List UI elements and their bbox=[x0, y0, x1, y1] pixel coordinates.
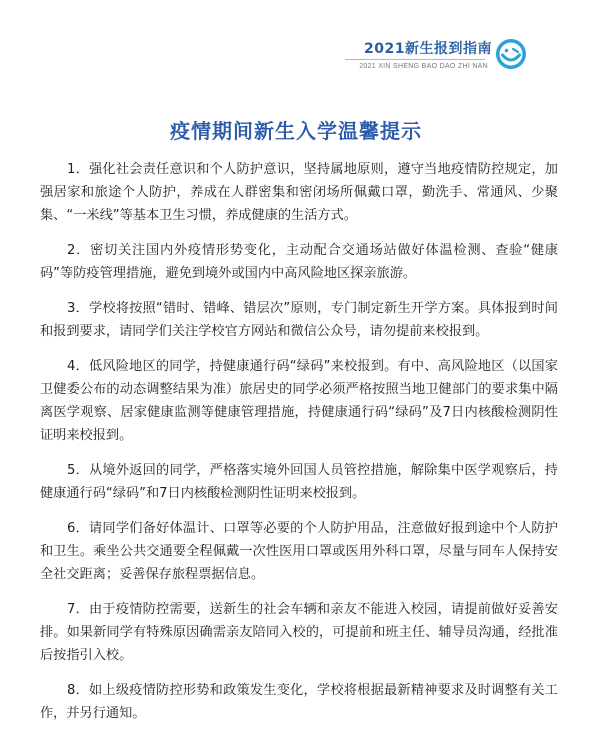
paragraph-2: 2．密切关注国内外疫情形势变化，主动配合交通场站做好体温检测、查验“健康码”等防疫管理措施，避免到境外或国内中高风险地区探亲旅游。 bbox=[40, 243, 558, 281]
brand-title: 2021新生报到指南 bbox=[364, 41, 492, 57]
paragraph-3: 3．学校将按照“错时、错峰、错层次”原则，专门制定新生开学方案。具体报到时间和报到要求，请同学们关注学校官方网站和微信公众号，请勿提前来校报到。 bbox=[40, 301, 558, 339]
paragraph-4: 4．低风险地区的同学，持健康通行码“绿码”来校报到。有中、高风险地区（以国家卫健委公布的动态调整结果为准）旅居史的同学必须严格按照当地卫健部门的要求集中隔离医学观察、居家健康监测等健康管理措施，持健康通行码“绿码”及7日内核酸检测阴性证明来校报到。 bbox=[40, 359, 558, 443]
paragraph-7: 7．由于疫情防控需要，送新生的社会车辆和亲友不能进入校园，请提前做好妥善安排。如果新同学有特殊原因确需亲友陪同入校的，可提前和班主任、辅导员沟通，经批准后按指引入校。 bbox=[40, 602, 558, 663]
page-header bbox=[0, 0, 592, 90]
document-body bbox=[40, 158, 558, 737]
brand-subtitle: 2021 XIN SHENG BAO DAO ZHI NAN bbox=[359, 63, 488, 70]
paragraph-8: 8．如上级疫情防控形势和政策发生变化，学校将根据最新精神要求及时调整有关工作，并另行通知。 bbox=[40, 683, 558, 721]
smiling-face-logo-icon bbox=[494, 37, 528, 71]
logo-graphic bbox=[494, 37, 528, 71]
paragraph-5: 5．从境外返回的同学，严格落实境外回国人员管控措施，解除集中医学观察后，持健康通行码“绿码”和7日内核酸检测阴性证明来校报到。 bbox=[40, 463, 558, 501]
paragraph-1: 1．强化社会责任意识和个人防护意识，坚持属地原则，遵守当地疫情防控规定，加强居家和旅途个人防护，养成在人群密集和密闭场所佩戴口罩，勤洗手、常通风、少聚集、“一米线”等基本卫生习惯，养成健康的生活方式。 bbox=[40, 162, 558, 223]
brand-divider bbox=[345, 59, 485, 60]
document-title: 疫情期间新生入学温馨提示 bbox=[170, 119, 422, 143]
paragraph-6: 6．请同学们备好体温计、口罩等必要的个人防护用品，注意做好报到途中个人防护和卫生。乘坐公共交通要全程佩戴一次性医用口罩或医用外科口罩，尽量与同车人保持安全社交距离；妥善保存旅程票据信息。 bbox=[40, 521, 558, 582]
